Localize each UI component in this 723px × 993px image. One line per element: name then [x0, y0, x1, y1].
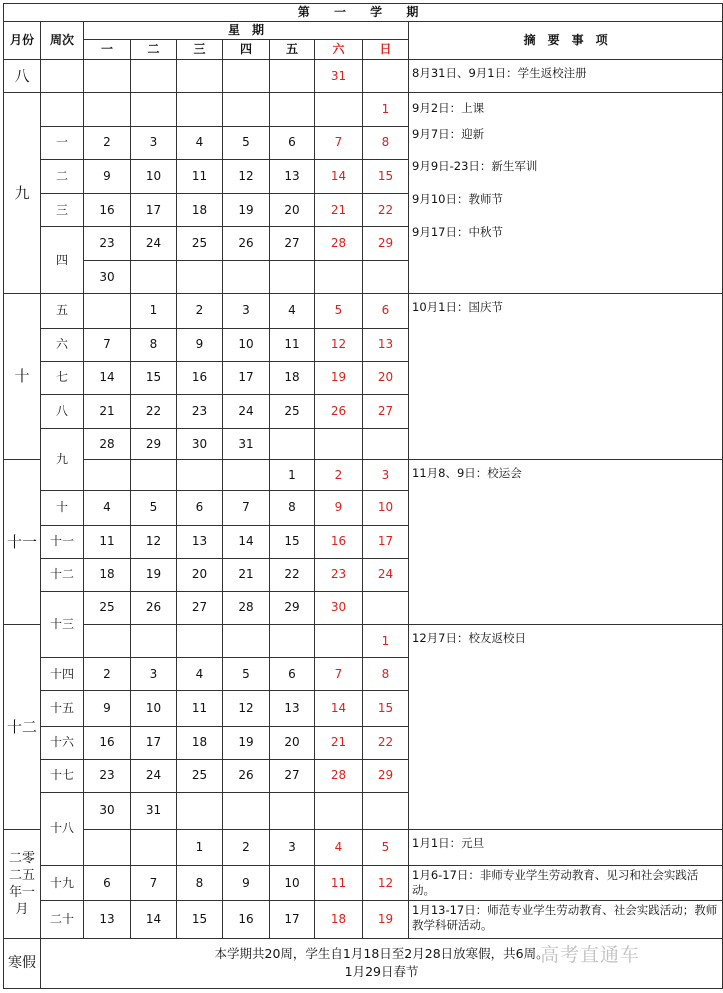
day-cell: 18 — [177, 193, 223, 226]
semester-calendar-table — [3, 3, 723, 989]
day-cell: 25 — [84, 591, 131, 624]
day-cell: 31 — [223, 429, 270, 460]
day-cell: 19 — [363, 901, 409, 938]
note-item: 9月10日：教师节 — [412, 192, 503, 207]
day-cell: 30 — [315, 591, 363, 624]
day-cell: 19 — [223, 193, 270, 226]
day-cell: 7 — [315, 126, 363, 159]
day-cell: 8 — [363, 126, 409, 159]
day-cell: 16 — [84, 193, 131, 226]
notes-oct: 10月1日：国庆节 — [409, 294, 723, 460]
day-cell: 23 — [84, 759, 131, 792]
day-cell: 17 — [131, 726, 177, 759]
day-cell: 14 — [315, 691, 363, 726]
month-label-dec: 十二 — [4, 625, 41, 830]
day-cell: 2 — [177, 294, 223, 328]
week-number: 十一 — [41, 525, 84, 558]
calendar — [3, 3, 718, 989]
day-cell: 9 — [223, 866, 270, 901]
day-cell — [223, 792, 270, 829]
day-cell: 24 — [363, 558, 409, 591]
week-number: 八 — [41, 394, 84, 428]
day-cell: 31 — [315, 60, 363, 93]
day-cell: 27 — [270, 759, 315, 792]
semester-title: 第 一 学 期 — [4, 4, 723, 22]
day-cell: 13 — [270, 691, 315, 726]
day-cell: 14 — [315, 159, 363, 193]
day-cell: 3 — [131, 658, 177, 691]
day-cell: 29 — [270, 591, 315, 624]
weekday-header-6: 六 — [315, 40, 363, 60]
day-cell: 23 — [84, 227, 131, 261]
day-cell — [315, 261, 363, 294]
week-number: 九 — [41, 429, 84, 491]
weekday-header-2: 二 — [131, 40, 177, 60]
note-item: 9月7日：迎新 — [412, 127, 485, 142]
day-cell: 12 — [363, 866, 409, 901]
week-number: 十 — [41, 491, 84, 525]
day-cell: 15 — [363, 691, 409, 726]
day-cell: 27 — [363, 394, 409, 428]
day-cell — [177, 625, 223, 658]
day-cell: 14 — [223, 525, 270, 558]
day-cell — [363, 60, 409, 93]
day-cell: 1 — [131, 294, 177, 328]
notes-jan3: 1月13-17日：师范专业学生劳动教育、社会实践活动；教师教学科研活动。 — [409, 901, 723, 938]
month-label-aug: 八 — [4, 60, 41, 93]
day-cell: 7 — [223, 491, 270, 525]
day-cell: 24 — [131, 227, 177, 261]
day-cell: 29 — [363, 759, 409, 792]
day-cell: 14 — [84, 361, 131, 394]
week-number: 二 — [41, 159, 84, 193]
day-cell: 30 — [177, 429, 223, 460]
day-cell — [315, 93, 363, 126]
week-number: 十八 — [41, 792, 84, 865]
winter-break-info — [41, 938, 723, 988]
day-cell: 17 — [363, 525, 409, 558]
day-cell: 5 — [131, 491, 177, 525]
day-cell — [84, 625, 131, 658]
weekday-header-5: 五 — [270, 40, 315, 60]
day-cell: 13 — [84, 901, 131, 938]
day-cell: 11 — [270, 328, 315, 361]
day-cell: 17 — [131, 193, 177, 226]
week-number: 五 — [41, 294, 84, 328]
day-cell: 20 — [270, 193, 315, 226]
day-cell — [315, 429, 363, 460]
day-cell — [270, 60, 315, 93]
week-row — [4, 60, 723, 93]
day-cell: 23 — [177, 394, 223, 428]
day-cell: 8 — [177, 866, 223, 901]
week-number: 十二 — [41, 558, 84, 591]
month-label-nov: 十一 — [4, 460, 41, 625]
weekday-header-4: 四 — [223, 40, 270, 60]
day-cell — [131, 93, 177, 126]
day-cell: 6 — [270, 126, 315, 159]
day-cell: 6 — [84, 866, 131, 901]
winter-break-label: 寒假 — [4, 938, 41, 988]
day-cell: 22 — [131, 394, 177, 428]
day-cell: 11 — [177, 159, 223, 193]
week-number: 十六 — [41, 726, 84, 759]
week-row — [4, 901, 723, 938]
day-cell: 5 — [223, 126, 270, 159]
week-number: 十四 — [41, 658, 84, 691]
day-cell: 28 — [315, 227, 363, 261]
day-cell: 9 — [84, 159, 131, 193]
day-cell — [177, 93, 223, 126]
day-cell: 6 — [363, 294, 409, 328]
day-cell: 9 — [84, 691, 131, 726]
day-cell: 1 — [177, 830, 223, 866]
note-item: 9月17日：中秋节 — [412, 225, 503, 240]
day-cell: 24 — [131, 759, 177, 792]
day-cell: 1 — [363, 93, 409, 126]
day-cell — [84, 93, 131, 126]
day-cell: 20 — [177, 558, 223, 591]
day-cell: 7 — [131, 866, 177, 901]
week-number: 一 — [41, 126, 84, 159]
day-cell — [84, 60, 131, 93]
day-cell: 15 — [270, 525, 315, 558]
week-number: 四 — [41, 227, 84, 294]
day-cell: 10 — [223, 328, 270, 361]
day-cell: 7 — [84, 328, 131, 361]
day-cell — [270, 261, 315, 294]
day-cell: 22 — [363, 726, 409, 759]
day-cell — [363, 261, 409, 294]
day-cell — [315, 625, 363, 658]
notes-jan1: 1月1日：元旦 — [409, 830, 723, 866]
notes-dec: 12月7日：校友返校日 — [409, 625, 723, 830]
day-cell: 4 — [177, 658, 223, 691]
day-cell: 5 — [315, 294, 363, 328]
weekday-header-7: 日 — [363, 40, 409, 60]
day-cell — [131, 460, 177, 491]
week-number: 十三 — [41, 591, 84, 657]
week-header: 周次 — [41, 22, 84, 60]
day-cell: 11 — [177, 691, 223, 726]
week-number: 二十 — [41, 901, 84, 938]
day-cell: 13 — [270, 159, 315, 193]
notes-header: 摘 要 事 项 — [409, 22, 723, 60]
day-cell: 18 — [270, 361, 315, 394]
week-row — [4, 93, 723, 126]
day-cell — [84, 460, 131, 491]
day-cell: 21 — [223, 558, 270, 591]
watermark-logo: 高考直通车 — [540, 944, 641, 966]
weekday-group-header: 星 期 — [84, 22, 409, 40]
note-item: 9月2日：上课 — [412, 101, 485, 116]
week-number: 三 — [41, 193, 84, 226]
day-cell: 1 — [363, 625, 409, 658]
day-cell: 21 — [315, 726, 363, 759]
day-cell: 4 — [84, 491, 131, 525]
day-cell: 26 — [223, 759, 270, 792]
week-row — [4, 294, 723, 328]
week-number: 六 — [41, 328, 84, 361]
day-cell — [131, 261, 177, 294]
day-cell: 19 — [315, 361, 363, 394]
day-cell: 22 — [363, 193, 409, 226]
notes-aug: 8月31日、9月1日：学生返校注册 — [409, 60, 723, 93]
day-cell — [131, 625, 177, 658]
day-cell: 24 — [223, 394, 270, 428]
day-cell: 6 — [177, 491, 223, 525]
day-cell: 3 — [270, 830, 315, 866]
day-cell: 8 — [131, 328, 177, 361]
day-cell — [177, 792, 223, 829]
day-cell: 2 — [84, 658, 131, 691]
weekday-header-1: 一 — [84, 40, 131, 60]
month-label-jan: 二零二五年一月 — [4, 830, 41, 939]
day-cell — [223, 460, 270, 491]
day-cell: 28 — [223, 591, 270, 624]
week-number: 七 — [41, 361, 84, 394]
month-label-oct: 十 — [4, 294, 41, 460]
day-cell: 9 — [177, 328, 223, 361]
day-cell: 27 — [270, 227, 315, 261]
day-cell: 12 — [223, 691, 270, 726]
day-cell — [315, 792, 363, 829]
day-cell: 14 — [131, 901, 177, 938]
day-cell — [270, 429, 315, 460]
day-cell: 15 — [131, 361, 177, 394]
day-cell: 2 — [315, 460, 363, 491]
day-cell — [177, 60, 223, 93]
winter-break-line2: 1月29日春节 — [344, 964, 419, 980]
day-cell: 23 — [315, 558, 363, 591]
day-cell: 10 — [131, 691, 177, 726]
winter-break-line1: 本学期共20周，学生自1月18日至2月28日放寒假，共6周。 — [214, 946, 549, 962]
day-cell: 4 — [270, 294, 315, 328]
day-cell: 21 — [84, 394, 131, 428]
day-cell: 26 — [315, 394, 363, 428]
day-cell: 18 — [84, 558, 131, 591]
day-cell: 4 — [315, 830, 363, 866]
day-cell: 10 — [363, 491, 409, 525]
week-number: 十五 — [41, 691, 84, 726]
day-cell: 3 — [363, 460, 409, 491]
day-cell: 29 — [363, 227, 409, 261]
day-cell — [177, 460, 223, 491]
day-cell: 6 — [270, 658, 315, 691]
day-cell — [223, 60, 270, 93]
day-cell — [270, 625, 315, 658]
weekday-header-3: 三 — [177, 40, 223, 60]
day-cell: 30 — [84, 792, 131, 829]
month-label-sep: 九 — [4, 93, 41, 294]
day-cell: 8 — [270, 491, 315, 525]
note-item: 9月9日-23日：新生军训 — [412, 159, 538, 174]
day-cell: 13 — [177, 525, 223, 558]
day-cell: 16 — [177, 361, 223, 394]
day-cell — [223, 261, 270, 294]
notes-nov: 11月8、9日：校运会 — [409, 460, 723, 625]
day-cell: 15 — [177, 901, 223, 938]
day-cell: 5 — [223, 658, 270, 691]
day-cell: 20 — [270, 726, 315, 759]
calendar-body — [4, 60, 723, 938]
day-cell — [363, 792, 409, 829]
day-cell: 28 — [315, 759, 363, 792]
day-cell: 31 — [131, 792, 177, 829]
day-cell: 12 — [131, 525, 177, 558]
day-cell — [131, 830, 177, 866]
day-cell: 20 — [363, 361, 409, 394]
week-row — [4, 460, 723, 491]
day-cell: 5 — [363, 830, 409, 866]
day-cell: 2 — [84, 126, 131, 159]
day-cell: 12 — [315, 328, 363, 361]
day-cell: 25 — [270, 394, 315, 428]
day-cell: 22 — [270, 558, 315, 591]
day-cell: 17 — [223, 361, 270, 394]
notes-jan2: 1月6-17日：非师专业学生劳动教育、见习和社会实践活动。 — [409, 866, 723, 901]
day-cell — [223, 625, 270, 658]
day-cell: 3 — [131, 126, 177, 159]
day-cell: 9 — [315, 491, 363, 525]
day-cell: 17 — [270, 901, 315, 938]
day-cell — [363, 591, 409, 624]
notes-september — [409, 93, 723, 294]
week-row — [4, 625, 723, 658]
day-cell: 19 — [223, 726, 270, 759]
day-cell: 25 — [177, 759, 223, 792]
day-cell: 25 — [177, 227, 223, 261]
day-cell: 2 — [223, 830, 270, 866]
day-cell: 16 — [223, 901, 270, 938]
week-row — [4, 866, 723, 901]
day-cell: 10 — [131, 159, 177, 193]
day-cell: 19 — [131, 558, 177, 591]
day-cell: 4 — [177, 126, 223, 159]
day-cell: 11 — [315, 866, 363, 901]
day-cell: 15 — [363, 159, 409, 193]
day-cell: 11 — [84, 525, 131, 558]
day-cell: 12 — [223, 159, 270, 193]
day-cell: 26 — [131, 591, 177, 624]
week-number: 十七 — [41, 759, 84, 792]
day-cell — [223, 93, 270, 126]
week-number: 十九 — [41, 866, 84, 901]
day-cell: 29 — [131, 429, 177, 460]
month-header: 月份 — [4, 22, 41, 60]
day-cell — [270, 792, 315, 829]
day-cell: 3 — [223, 294, 270, 328]
day-cell: 18 — [315, 901, 363, 938]
day-cell: 8 — [363, 658, 409, 691]
day-cell — [84, 294, 131, 328]
day-cell: 10 — [270, 866, 315, 901]
week-row — [4, 830, 723, 866]
day-cell: 7 — [315, 658, 363, 691]
day-cell: 13 — [363, 328, 409, 361]
week-number — [41, 60, 84, 93]
day-cell: 16 — [84, 726, 131, 759]
day-cell — [131, 60, 177, 93]
day-cell: 21 — [315, 193, 363, 226]
day-cell: 30 — [84, 261, 131, 294]
day-cell: 26 — [223, 227, 270, 261]
day-cell: 16 — [315, 525, 363, 558]
day-cell: 18 — [177, 726, 223, 759]
day-cell — [270, 93, 315, 126]
day-cell: 27 — [177, 591, 223, 624]
day-cell: 28 — [84, 429, 131, 460]
day-cell — [177, 261, 223, 294]
day-cell: 1 — [270, 460, 315, 491]
day-cell — [84, 830, 131, 866]
day-cell — [363, 429, 409, 460]
week-number — [41, 93, 84, 126]
